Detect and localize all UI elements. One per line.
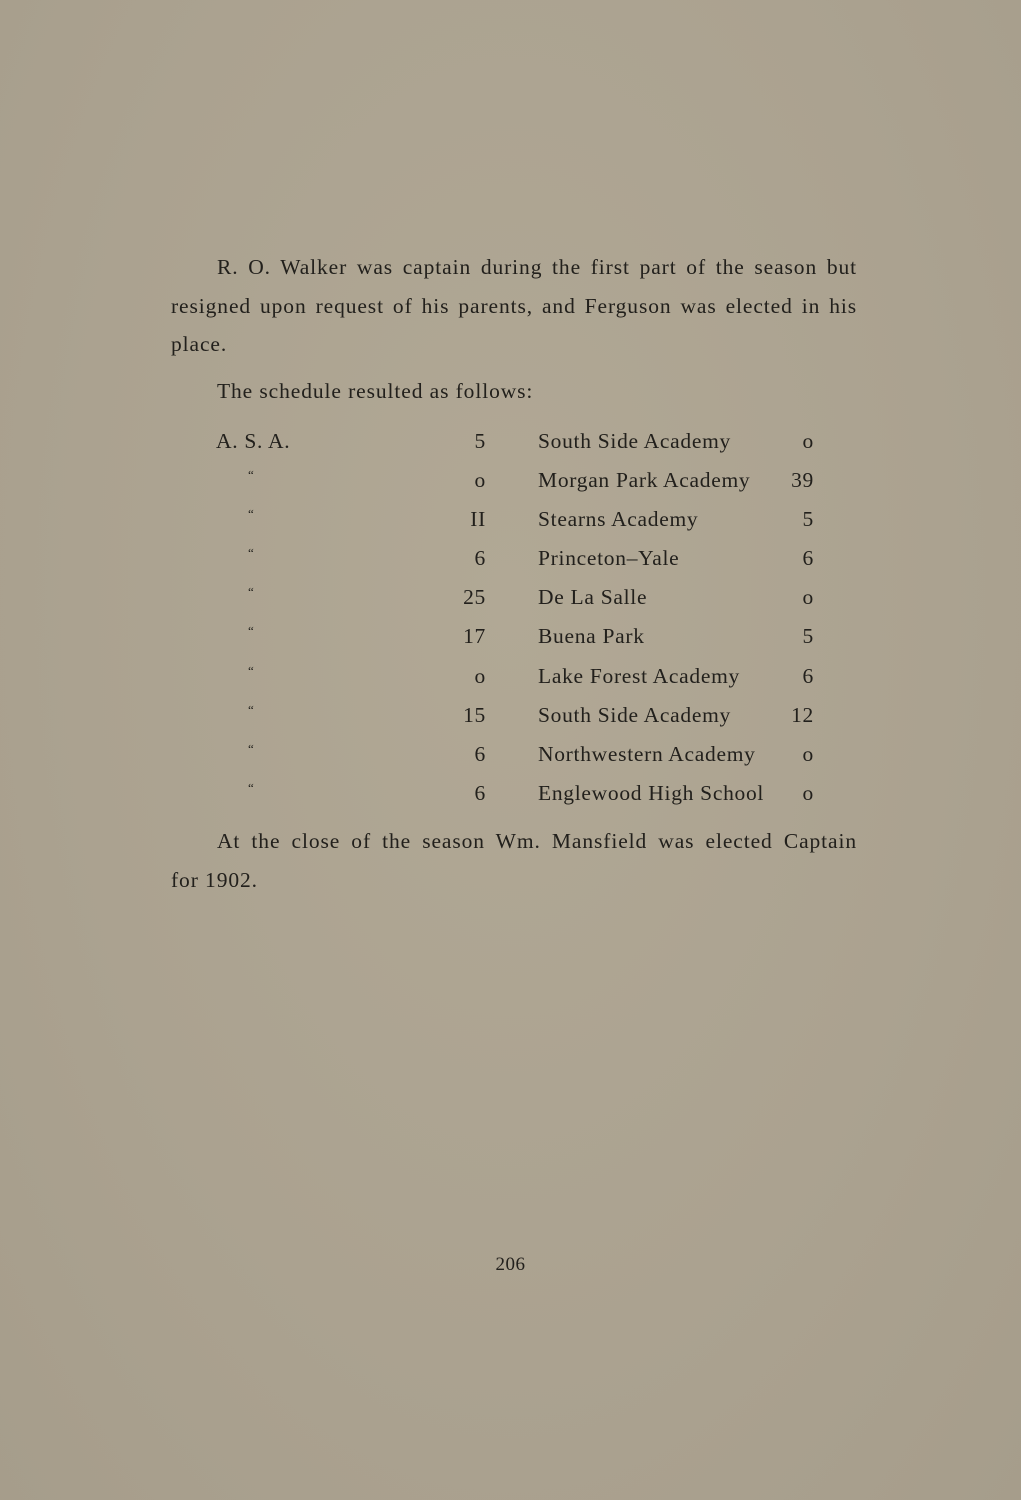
closing-line-2: for 1902. <box>171 867 258 892</box>
ditto-mark: “ <box>248 701 255 717</box>
ditto-mark: “ <box>248 779 255 795</box>
opponent-name: Buena Park <box>538 624 645 649</box>
schedule-intro: The schedule resulted as follows: <box>217 379 534 403</box>
closing-line-1: At the close of the season Wm. Mansfield was elected Captain <box>217 829 857 853</box>
opponent-name: De La Salle <box>538 585 648 610</box>
opponent-score: o <box>802 780 814 805</box>
team-score: 6 <box>474 741 486 766</box>
opponent-score: o <box>802 585 814 610</box>
team-score: 6 <box>474 546 486 571</box>
opponent-score: 6 <box>802 663 814 688</box>
team-score: 25 <box>463 585 486 610</box>
team-score: II <box>470 507 486 532</box>
opponent-name: Lake Forest Academy <box>538 663 740 688</box>
page-number: 206 <box>495 1254 526 1275</box>
schedule-row <box>216 696 826 735</box>
schedule-row <box>216 774 826 813</box>
team-score: o <box>474 663 486 688</box>
opponent-score: o <box>802 429 814 453</box>
team-score: 6 <box>474 780 486 805</box>
intro-line-2: resigned upon request of his parents, and Ferguson was elected in his <box>171 293 857 318</box>
intro-line-1: R. O. Walker was captain during the first part of the season but <box>217 255 857 279</box>
team-score: 5 <box>474 429 486 453</box>
opponent-name: Englewood High School <box>538 780 765 805</box>
ditto-mark: “ <box>248 506 255 522</box>
ditto-mark: “ <box>248 662 255 678</box>
schedule-row <box>216 500 826 539</box>
team-score: 15 <box>463 702 486 727</box>
opponent-score: 12 <box>791 702 814 727</box>
schedule-row <box>216 539 826 578</box>
opponent-name: South Side Academy <box>538 702 731 727</box>
opponent-score: o <box>802 741 814 766</box>
ditto-mark: “ <box>248 467 255 483</box>
ditto-mark: “ <box>248 623 255 639</box>
opponent-score: 5 <box>802 507 814 532</box>
closing-paragraph <box>171 822 857 899</box>
schedule-row <box>216 461 826 500</box>
schedule-row <box>216 657 826 696</box>
opponent-score: 5 <box>802 624 814 649</box>
team-score: 17 <box>463 624 486 649</box>
schedule-row <box>216 578 826 617</box>
team-name: A. S. A. <box>216 429 291 453</box>
ditto-mark: “ <box>248 584 255 600</box>
opponent-name: Stearns Academy <box>538 507 699 532</box>
opponent-name: Morgan Park Academy <box>538 468 751 493</box>
ditto-mark: “ <box>248 740 255 756</box>
ditto-mark: “ <box>248 545 255 561</box>
opponent-name: Northwestern Academy <box>538 741 756 766</box>
opponent-name: Princeton–Yale <box>538 546 680 571</box>
team-score: o <box>474 468 486 493</box>
schedule-row <box>216 617 826 656</box>
schedule-row <box>216 735 826 774</box>
schedule-table <box>216 422 826 813</box>
opponent-score: 6 <box>802 546 814 571</box>
opponent-score: 39 <box>791 468 814 493</box>
opponent-name: South Side Academy <box>538 429 731 453</box>
intro-line-3: place. <box>171 332 228 356</box>
intro-paragraph <box>171 248 857 364</box>
schedule-row <box>216 422 826 461</box>
